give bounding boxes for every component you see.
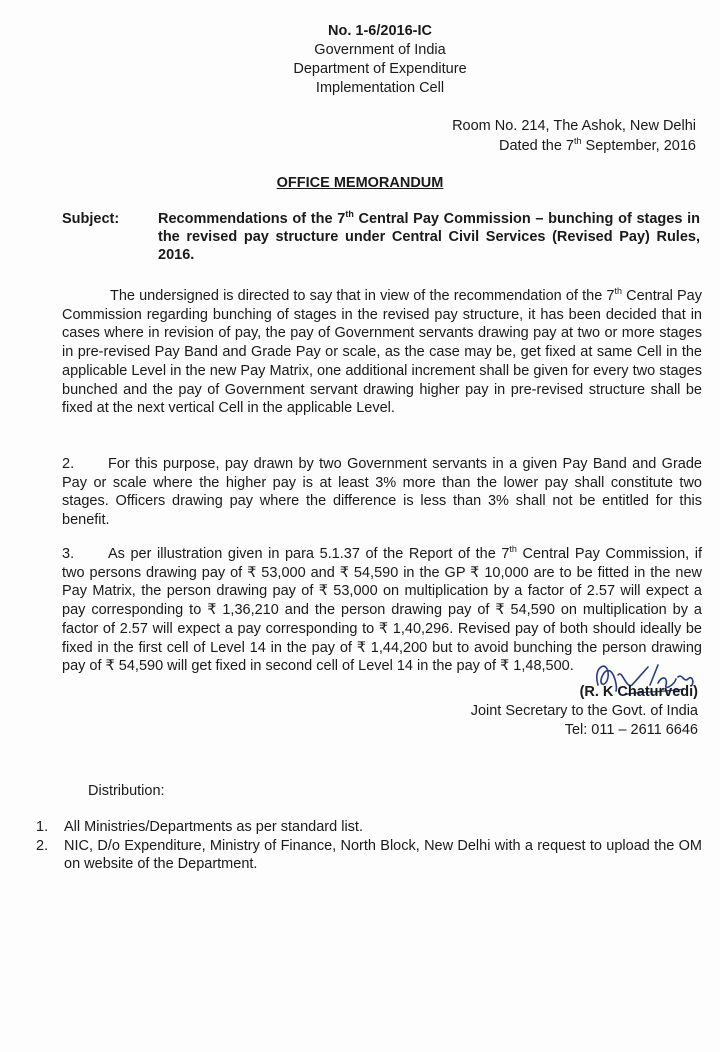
paragraph-2: 2. For this purpose, pay drawn by two Government servants in a given Pay Band and Grade Pay or scale where the higher pay is at least 3% more than the lower pay shall constitute two stages. Officers drawing pay where the difference is less than 3% shall not be entitled for this benefit. xyxy=(62,456,702,529)
signature-block xyxy=(471,683,698,740)
signatory-telephone: Tel: 011 – 2611 6646 xyxy=(564,722,698,738)
list-item: 2. NIC, D/o Expenditure, Ministry of Finance, North Block, New Delhi with a request to upload the OM on website of the Department. xyxy=(36,837,702,873)
file-number: No. 1-6/2016-IC xyxy=(328,23,432,39)
subject-label: Subject: xyxy=(62,211,120,227)
signatory-name: (R. K Chaturvedi) xyxy=(579,684,698,700)
cell-name: Implementation Cell xyxy=(315,80,445,96)
signatory-designation: Joint Secretary to the Govt. of India xyxy=(470,703,698,719)
room-address: Room No. 214, The Ashok, New Delhi xyxy=(452,118,696,134)
distribution-list xyxy=(36,818,702,874)
letterhead xyxy=(270,22,490,98)
subject-text: Recommendations of the 7th Central Pay Commission – bunching of stages in the revised pay structure under Central Civil Services (Revised Pay) Rules, 2016. xyxy=(158,209,700,263)
address-block xyxy=(452,116,696,156)
list-item: 1. All Ministries/Departments as per standard list. xyxy=(36,819,363,835)
department-name: Department of Expenditure xyxy=(293,61,467,77)
government-name: Government of India xyxy=(314,42,446,58)
memo-title: OFFICE MEMORANDUM xyxy=(276,175,444,191)
paragraph-3: 3. As per illustration given in para 5.1.37 of the Report of the 7th Central Pay Commission, if two persons drawing pay of ₹ 53,000 and ₹ 54,590 in the GP ₹ 10,000 are to be fitted in the new Pay Matrix, the person drawing pay of ₹ 53,000 on multiplication by a factor of 2.57 will expect a pay corresponding to ₹ 1,36,210 and the person drawing pay of ₹ 54,590 on multiplication by a factor of 2.57 will expect a pay corresponding to ₹ 1,40,296. Revised pay of both should ideally be fixed in the first cell of Level 14 in the pay of ₹ 1,44,200 but to avoid bunching the person drawing pay of ₹ 54,590 will get fixed in second cell of Level 14 in the pay of ₹ 1,48,500. xyxy=(62,544,703,675)
distribution-label: Distribution: xyxy=(88,783,165,799)
paragraph-1: The undersigned is directed to say that in view of the recommendation of the 7th Central Pay Commission regarding bunching of stages in the revised pay structure, it has been decided that in cases where in revision of pay, the pay of Government servants drawing pay at two or more stages in pre-revised Pay Band and Grade Pay or scale, as the case may be, get fixed at same Cell in the applicable Level in the new Pay Matrix, one additional increment shall be given for every two stages bunched and the pay of Government servant drawing higher pay in pre-revised structure shall be fixed at the next vertical Cell in the applicable Level. xyxy=(62,286,702,417)
date-line: Dated the 7th September, 2016 xyxy=(499,136,696,154)
